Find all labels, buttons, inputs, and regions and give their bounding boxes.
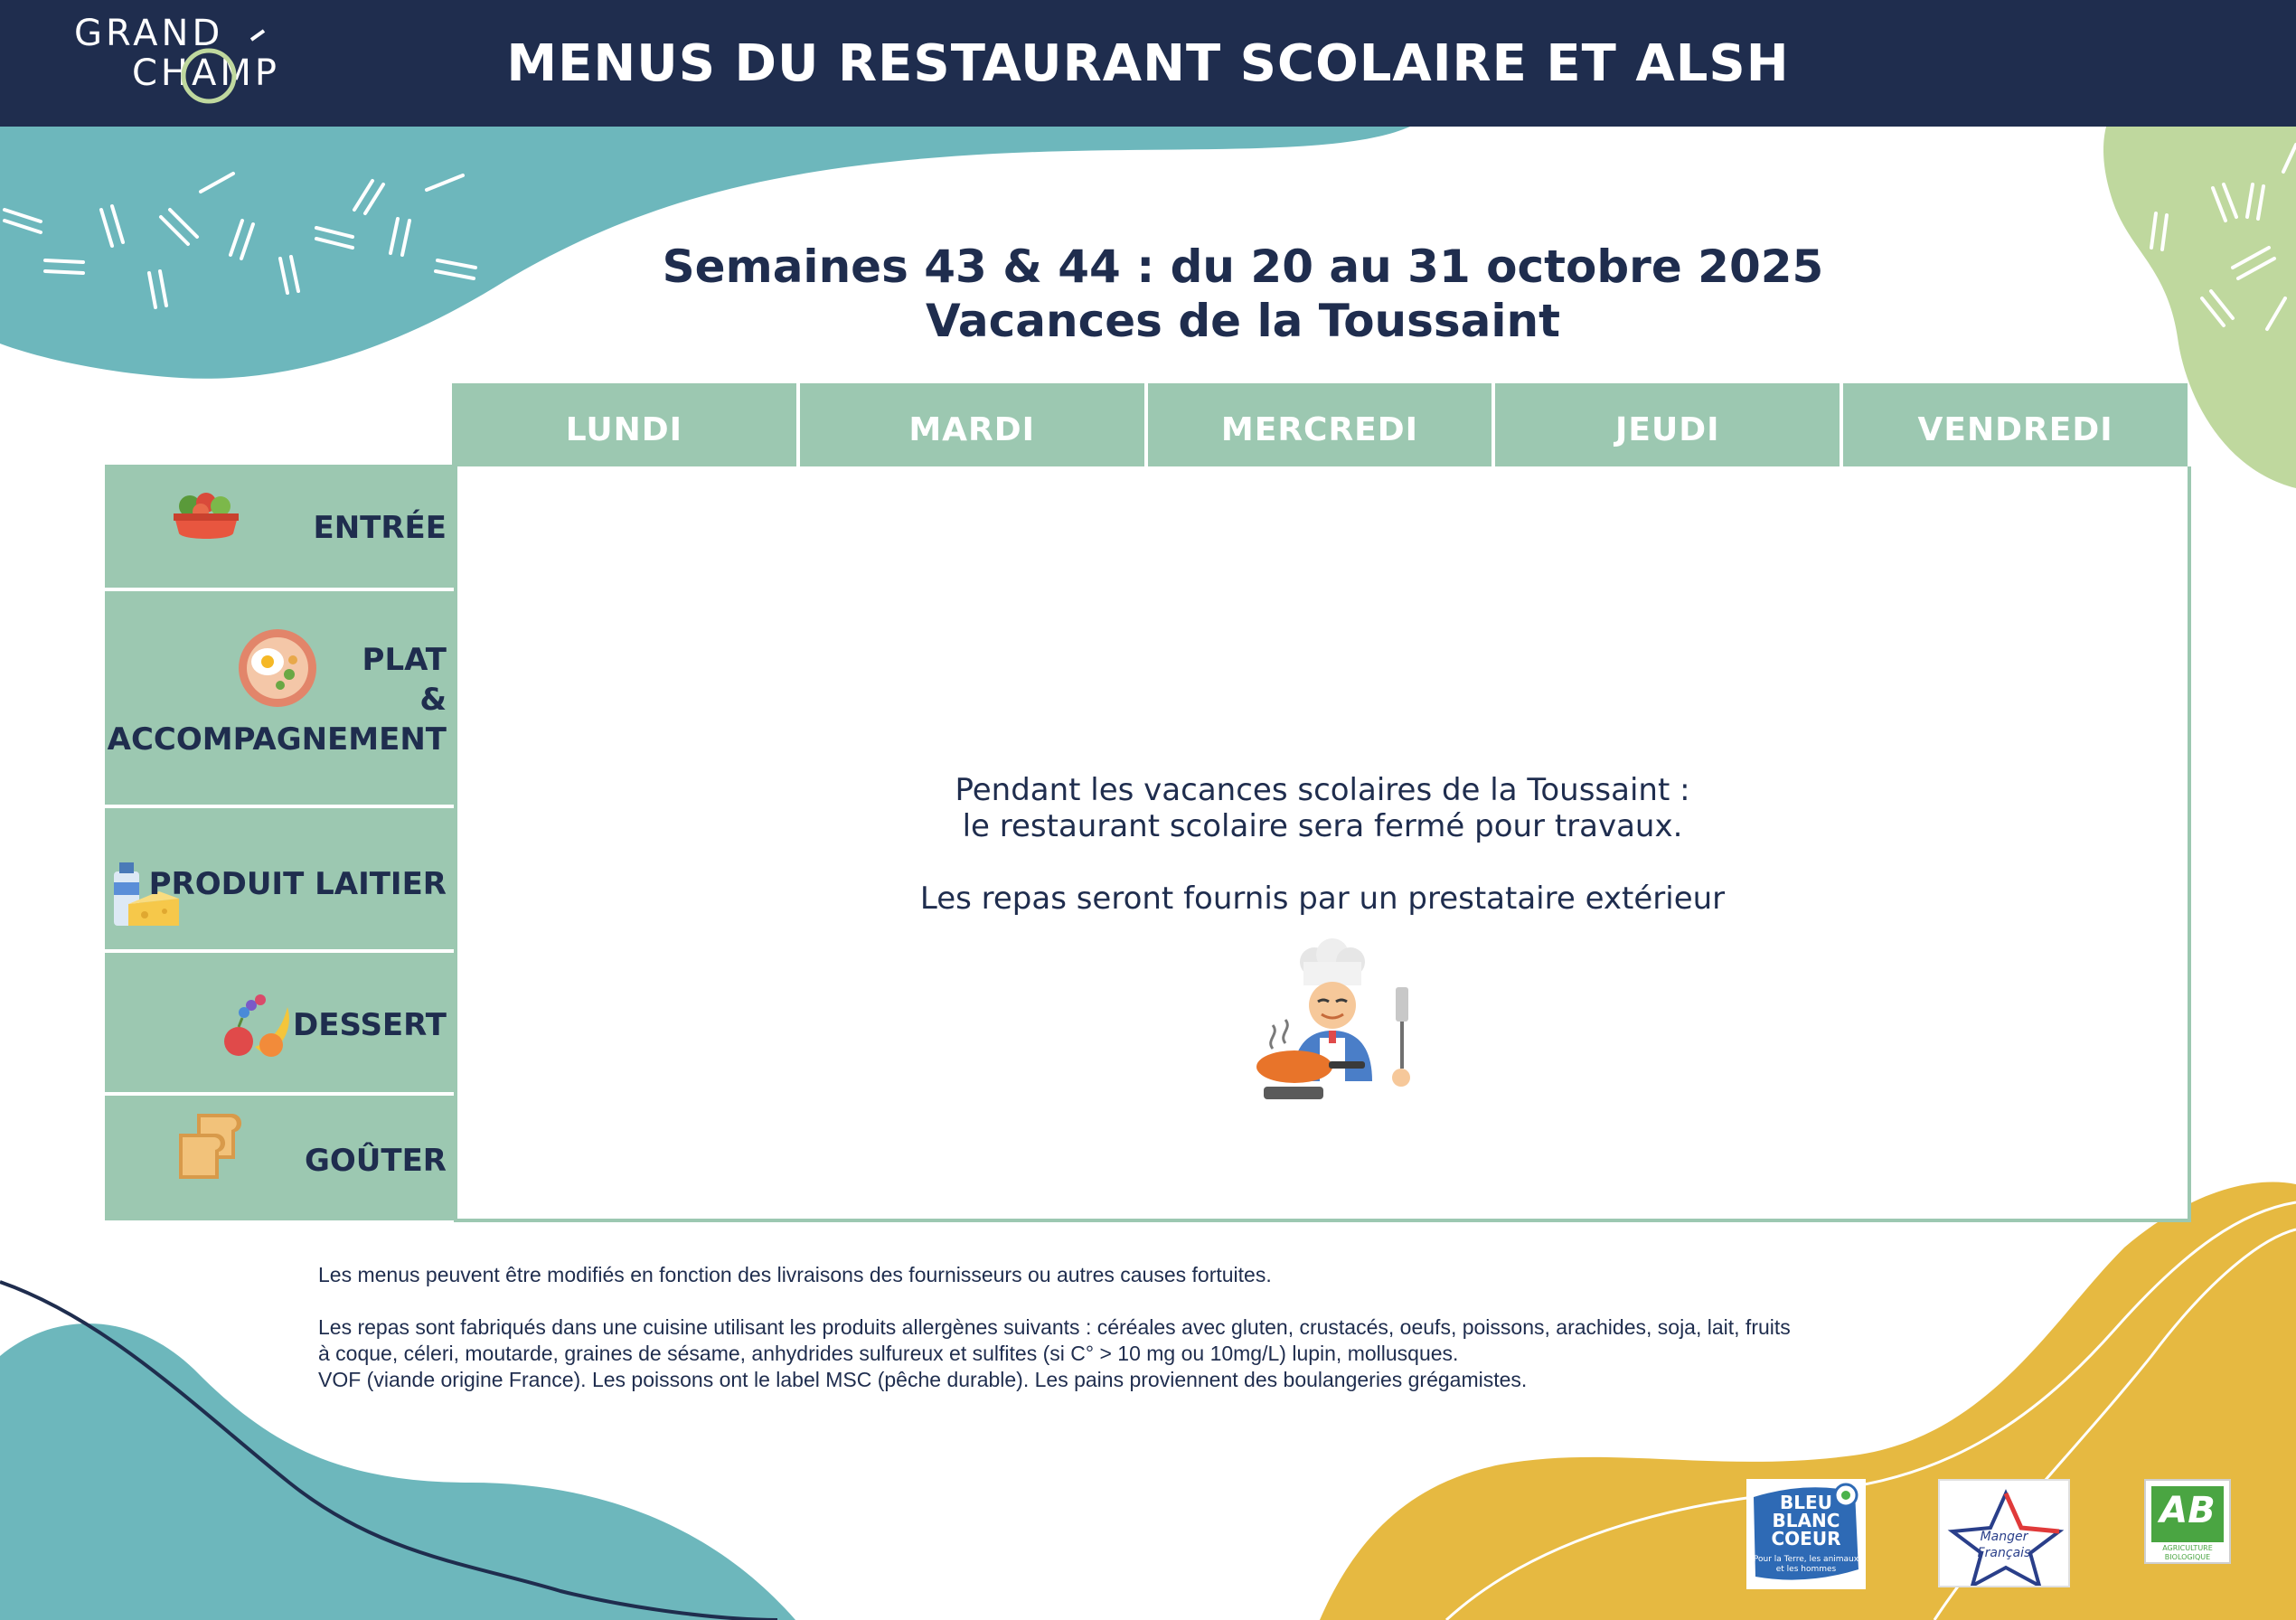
bleu-blanc-coeur-logo: BLEU BLANC COEUR Pour la Terre, les animaux et les hommes [1746, 1479, 1866, 1589]
row-entree [105, 465, 456, 591]
day-friday: VENDREDI [1917, 410, 2113, 448]
label-entree: ENTRÉE [313, 510, 447, 546]
grand-champ-logo: GRAND CHAMP [71, 13, 296, 114]
label-dessert: DESSERT [293, 1007, 447, 1043]
closure-notice-line1: Pendant les vacances scolaires de la Toussaint : [955, 772, 1690, 808]
sourcing-line: VOF (viande origine France). Les poissons ont le label MSC (pêche durable). Les pains proviennent des boulangeries grégamistes. [318, 1368, 1528, 1391]
label-gouter: GOÛTER [304, 1143, 447, 1179]
provider-notice: Les repas seront fournis par un prestataire extérieur [919, 881, 1726, 917]
allergens-line2: à coque, céleri, moutarde, graines de sésame, anhydrides sulfureux et sulfites (si C° > 10 mg ou 10mg/L) lupin, mollusques. [318, 1342, 1459, 1365]
header-bar [0, 0, 2296, 127]
day-wednesday: MERCREDI [1148, 383, 1496, 466]
chef-icon [1242, 937, 1423, 1108]
holiday-title: Vacances de la Toussaint [925, 295, 1561, 347]
label-plat: PLAT & ACCOMPAGNEMENT [107, 642, 447, 758]
day-monday: LUNDI [452, 383, 800, 466]
salad-bowl-icon [170, 486, 242, 550]
row-gouter [105, 1096, 456, 1220]
fruits-icon [219, 989, 296, 1061]
page-title: MENUS DU RESTAURANT SCOLAIRE ET ALSH [506, 34, 1790, 93]
row-dessert [105, 953, 456, 1096]
manger-francais-logo: Manger Français [1938, 1479, 2070, 1587]
row-plat [105, 591, 456, 808]
closure-notice-line2: le restaurant scolaire sera fermé pour travaux. [962, 808, 1683, 844]
allergens-line1: Les repas sont fabriqués dans une cuisine utilisant les produits allergènes suivants : céréales avec gluten, crustacés, oeufs, poissons, arachides, soja, lait, fruits [318, 1315, 1791, 1339]
day-thursday: JEUDI [1495, 383, 1843, 466]
menu-grid-area [454, 466, 2191, 1222]
weekday-header [452, 383, 2188, 466]
agriculture-biologique-logo: AB AGRICULTURE BIOLOGIQUE [2144, 1479, 2231, 1564]
week-range: Semaines 43 & 44 : du 20 au 31 octobre 2025 [662, 240, 1824, 293]
row-laitier [105, 808, 456, 953]
day-tuesday: MARDI [800, 383, 1148, 466]
toast-icon [175, 1108, 248, 1186]
meal-category-column [105, 465, 456, 1220]
label-laitier: PRODUIT LAITIER [148, 866, 447, 902]
menu-disclaimer: Les menus peuvent être modifiés en fonction des livraisons des fournisseurs ou autres causes fortuites. [318, 1263, 1272, 1286]
